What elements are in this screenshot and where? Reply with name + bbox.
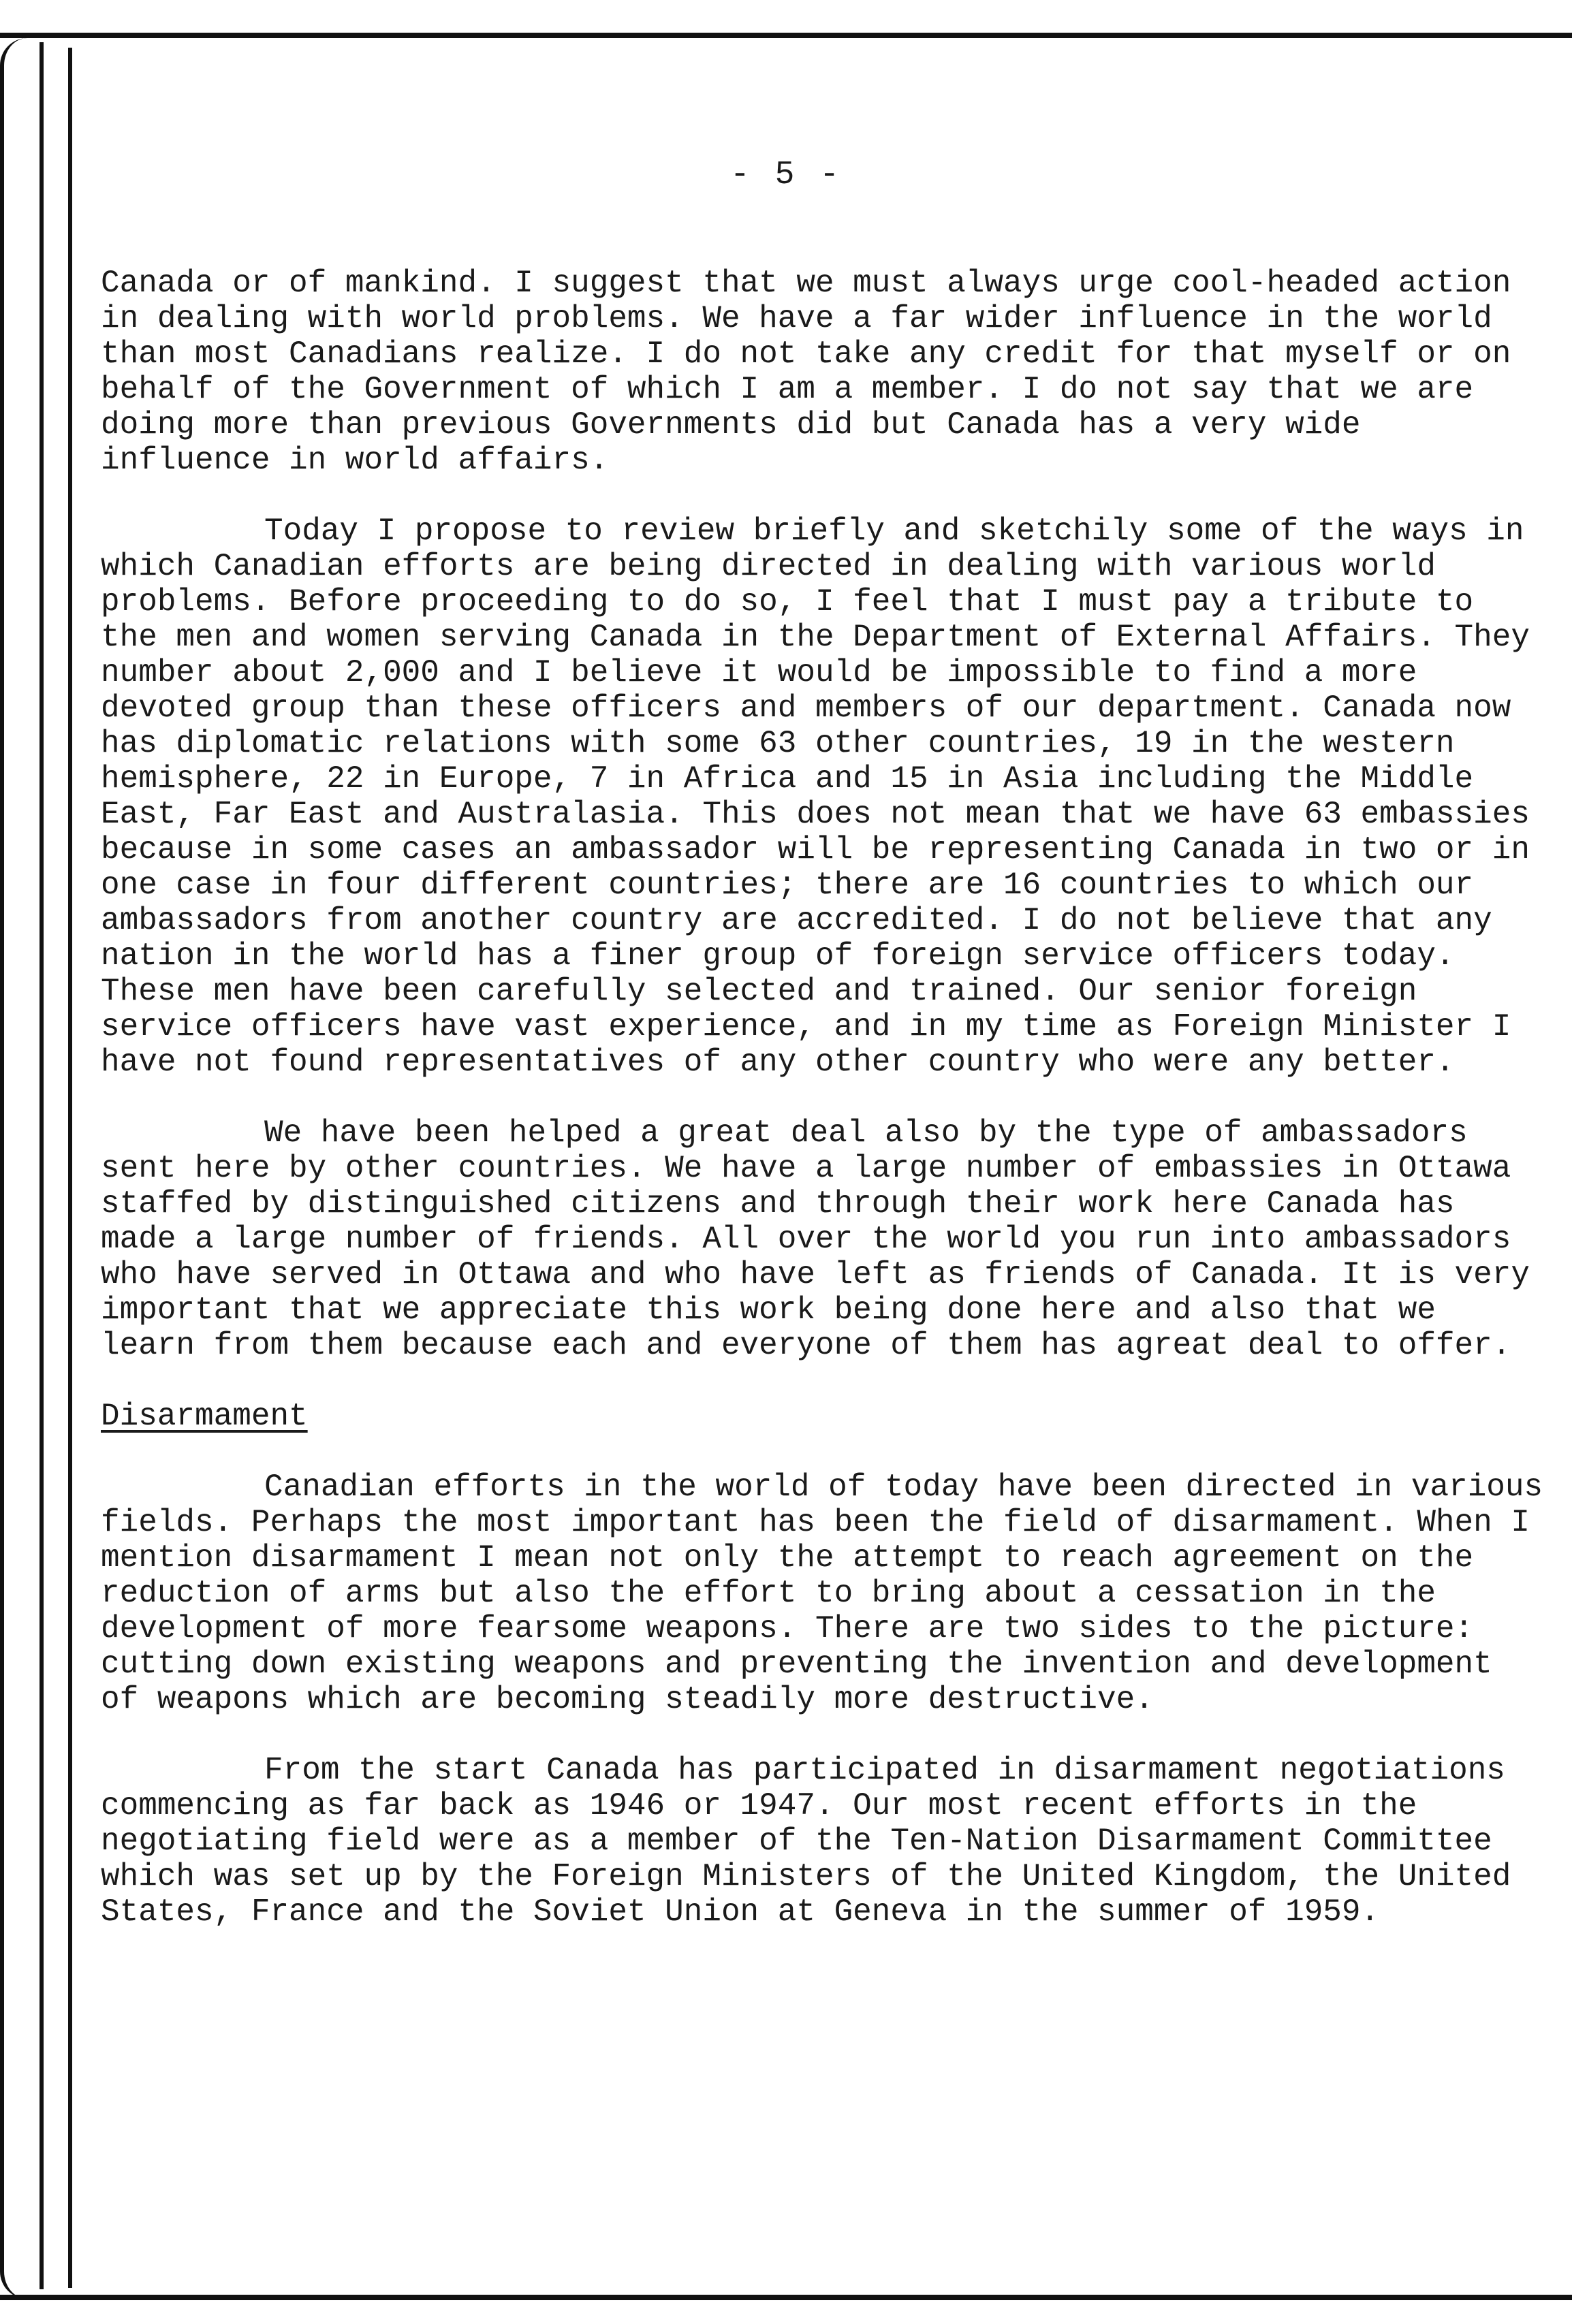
page-bottom-border: [0, 2295, 1572, 2300]
binding-line-inner: [68, 48, 72, 2288]
page-number: - 5 -: [729, 157, 843, 193]
page-left-edge: [0, 38, 41, 2299]
document-body: [101, 266, 1545, 1965]
paragraph-review: Today I propose to review briefly and sketchily some of the ways in which Canadian efforts are being directed in dealing with various world problems. Before proceeding to do so, I feel that I must pay a tribute to the men and women serving Canada in the Department of External Affairs. They number about 2,000 and I believe it would be impossible to find a more devoted group than these officers and members of our department. Canada now has diplomatic relations with some 63 other countries, 19 in the western hemisphere, 22 in Europe, 7 in Africa and 15 in Asia including the Middle East, Far East and Australasia. This does not mean that we have 63 embassies because in some cases an ambassador will be representing Canada in two or in one case in four different countries; there are 16 countries to which our ambassadors from another country are accredited. I do not believe that any nation in the world has a finer group of foreign service officers today. These men have been carefully selected and trained. Our senior foreign service officers have vast experience, and in my time as Foreign Minister I have not found representatives of any other country who were any better.: [101, 513, 1530, 1080]
page-top-border: [0, 33, 1572, 38]
paragraph-continuation: Canada or of mankind. I suggest that we must always urge cool-headed action in dealing with world problems. We have a far wider influence in the world than most Canadians realize. I do not take any credit for that myself or on behalf of the Government of which I am a member. I do not say that we are doing more than previous Governments did but Canada has a very wide influence in world affairs.: [101, 266, 1511, 478]
paragraph-disarmament-efforts: Canadian efforts in the world of today have been directed in various fields. Perhaps the most important has been the field of disarmament. When I mention disarmament I mean not only the attempt to reach agreement on the reduction of arms but also the effort to bring about a cessation in the development of more fearsome weapons. There are two sides to the picture: cutting down existing weapons and preventing the invention and development of weapons which are becoming steadily more destructive.: [101, 1469, 1543, 1717]
paragraph-ambassadors: We have been helped a great deal also by the type of ambassadors sent here by other countries. We have a large number of embassies in Ottawa staffed by distinguished citizens and through their work here Canada has made a large number of friends. All over the world you run into ambassadors who have served in Ottawa and who have left as friends of Canada. It is very important that we appreciate this work being done here and also that we learn from them because each and everyone of them has agreat deal to offer.: [101, 1115, 1530, 1363]
binding-line-outer: [40, 42, 44, 2289]
paragraph-negotiations: From the start Canada has participated in disarmament negotiations commencing as far back as 1946 or 1947. Our most recent efforts in the negotiating field were as a member of the Ten-Nation Disarmament Committee which was set up by the Foreign Ministers of the United Kingdom, the United States, France and the Soviet Union at Geneva in the summer of 1959.: [101, 1753, 1511, 1930]
section-heading-disarmament: Disarmament: [101, 1399, 308, 1434]
